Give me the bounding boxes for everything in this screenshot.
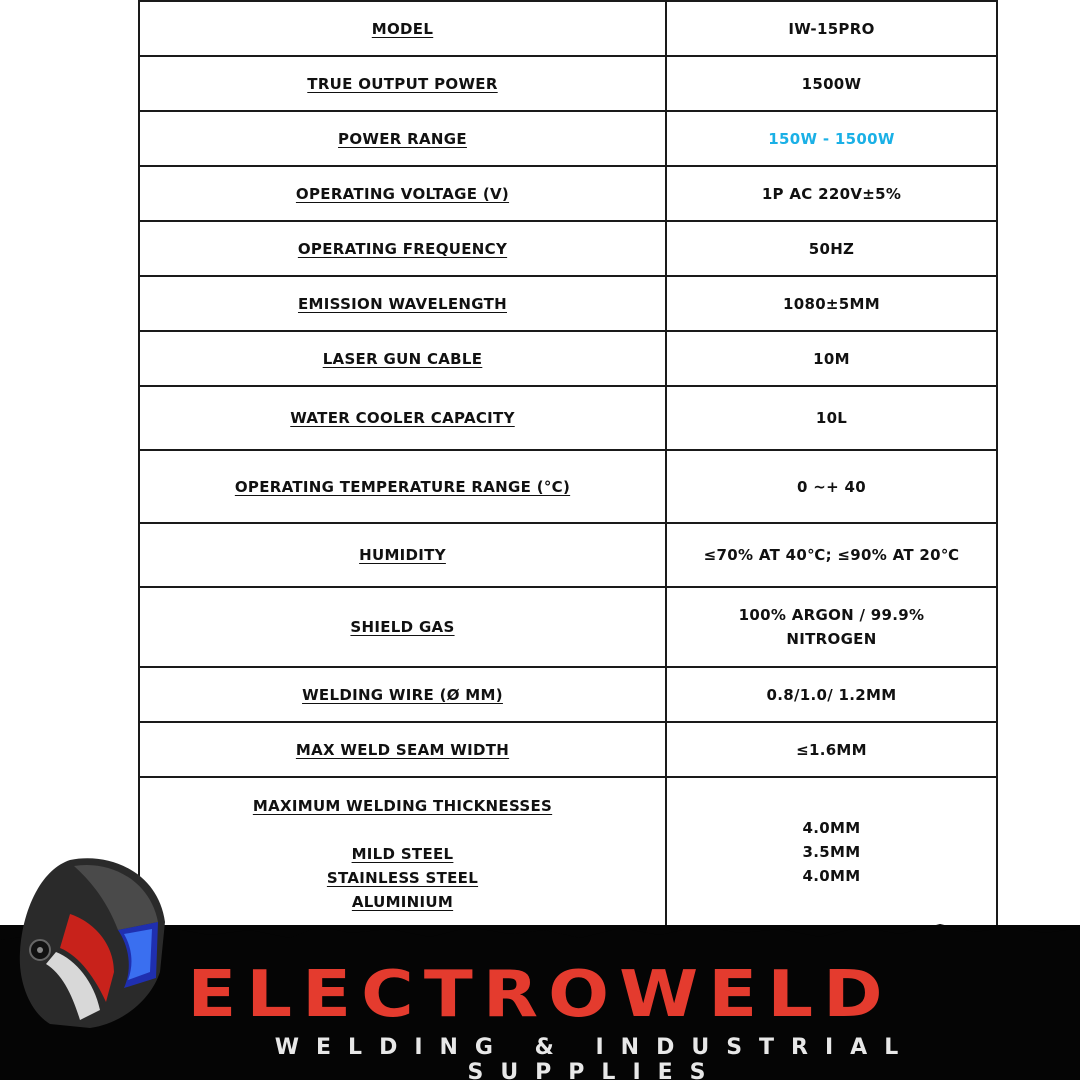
shield-gas-line: 100% ARGON / 99.9% (738, 606, 925, 624)
spec-label-frequency: OPERATING FREQUENCY (139, 221, 666, 276)
spec-value-welding-wire: 0.8/1.0/ 1.2MM (666, 667, 997, 722)
spec-value-frequency: 50HZ (666, 221, 997, 276)
spec-label-cooler-capacity: WATER COOLER CAPACITY (139, 386, 666, 450)
spec-value-shield-gas (666, 587, 997, 667)
thickness-material-list (150, 842, 655, 914)
table-row (139, 221, 997, 276)
spec-table (138, 0, 998, 928)
spec-value-power-range: 150W - 1500W (666, 111, 997, 166)
shield-gas-line: NITROGEN (786, 630, 877, 648)
spec-value-voltage: 1P AC 220V±5% (666, 166, 997, 221)
thickness-heading: MAXIMUM WELDING THICKNESSES (252, 797, 553, 815)
spec-label-thickness (139, 777, 666, 927)
table-row (139, 331, 997, 386)
brand-name: ELECTROWELD (187, 958, 893, 1032)
spec-value-gun-cable: 10M (666, 331, 997, 386)
spec-label-wavelength: EMISSION WAVELENGTH (139, 276, 666, 331)
spec-value-humidity: ≤70% AT 40℃; ≤90% AT 20℃ (666, 523, 997, 587)
spec-value-wavelength: 1080±5MM (666, 276, 997, 331)
spec-label-power-range: POWER RANGE (139, 111, 666, 166)
spec-label-model: MODEL (139, 1, 666, 56)
spec-value-output-power: 1500W (666, 56, 997, 111)
table-row (139, 523, 997, 587)
spec-value-thickness (666, 777, 997, 927)
table-row (139, 777, 997, 927)
table-row (139, 450, 997, 523)
thickness-value: 4.0MM (802, 867, 861, 885)
table-row (139, 56, 997, 111)
thickness-value: 4.0MM (802, 819, 861, 837)
spec-value-seam-width: ≤1.6MM (666, 722, 997, 777)
table-row (139, 276, 997, 331)
material-stainless-steel: STAINLESS STEEL (326, 869, 479, 887)
spec-value-model: IW-15PRO (666, 1, 997, 56)
table-row (139, 111, 997, 166)
spec-label-temperature: OPERATING TEMPERATURE RANGE (°C) (139, 450, 666, 523)
table-row (139, 587, 997, 667)
material-aluminium: ALUMINIUM (351, 893, 454, 911)
spec-value-cooler-capacity: 10L (666, 386, 997, 450)
spec-label-seam-width: MAX WELD SEAM WIDTH (139, 722, 666, 777)
material-mild-steel: MILD STEEL (351, 845, 454, 863)
spec-label-output-power: TRUE OUTPUT POWER (139, 56, 666, 111)
spec-label-voltage: OPERATING VOLTAGE (V) (139, 166, 666, 221)
thickness-value: 3.5MM (802, 843, 861, 861)
table-row (139, 722, 997, 777)
spec-value-temperature: 0 ~+ 40 (666, 450, 997, 523)
spec-label-gun-cable: LASER GUN CABLE (139, 331, 666, 386)
table-row (139, 1, 997, 56)
spec-label-shield-gas: SHIELD GAS (139, 587, 666, 667)
table-row (139, 166, 997, 221)
brand-tagline: WELDING & INDUSTRIAL SUPPLIES (274, 1035, 916, 1085)
table-row (139, 386, 997, 450)
table-row (139, 667, 997, 722)
spec-label-welding-wire: WELDING WIRE (Ø MM) (139, 667, 666, 722)
spec-label-humidity: HUMIDITY (139, 523, 666, 587)
